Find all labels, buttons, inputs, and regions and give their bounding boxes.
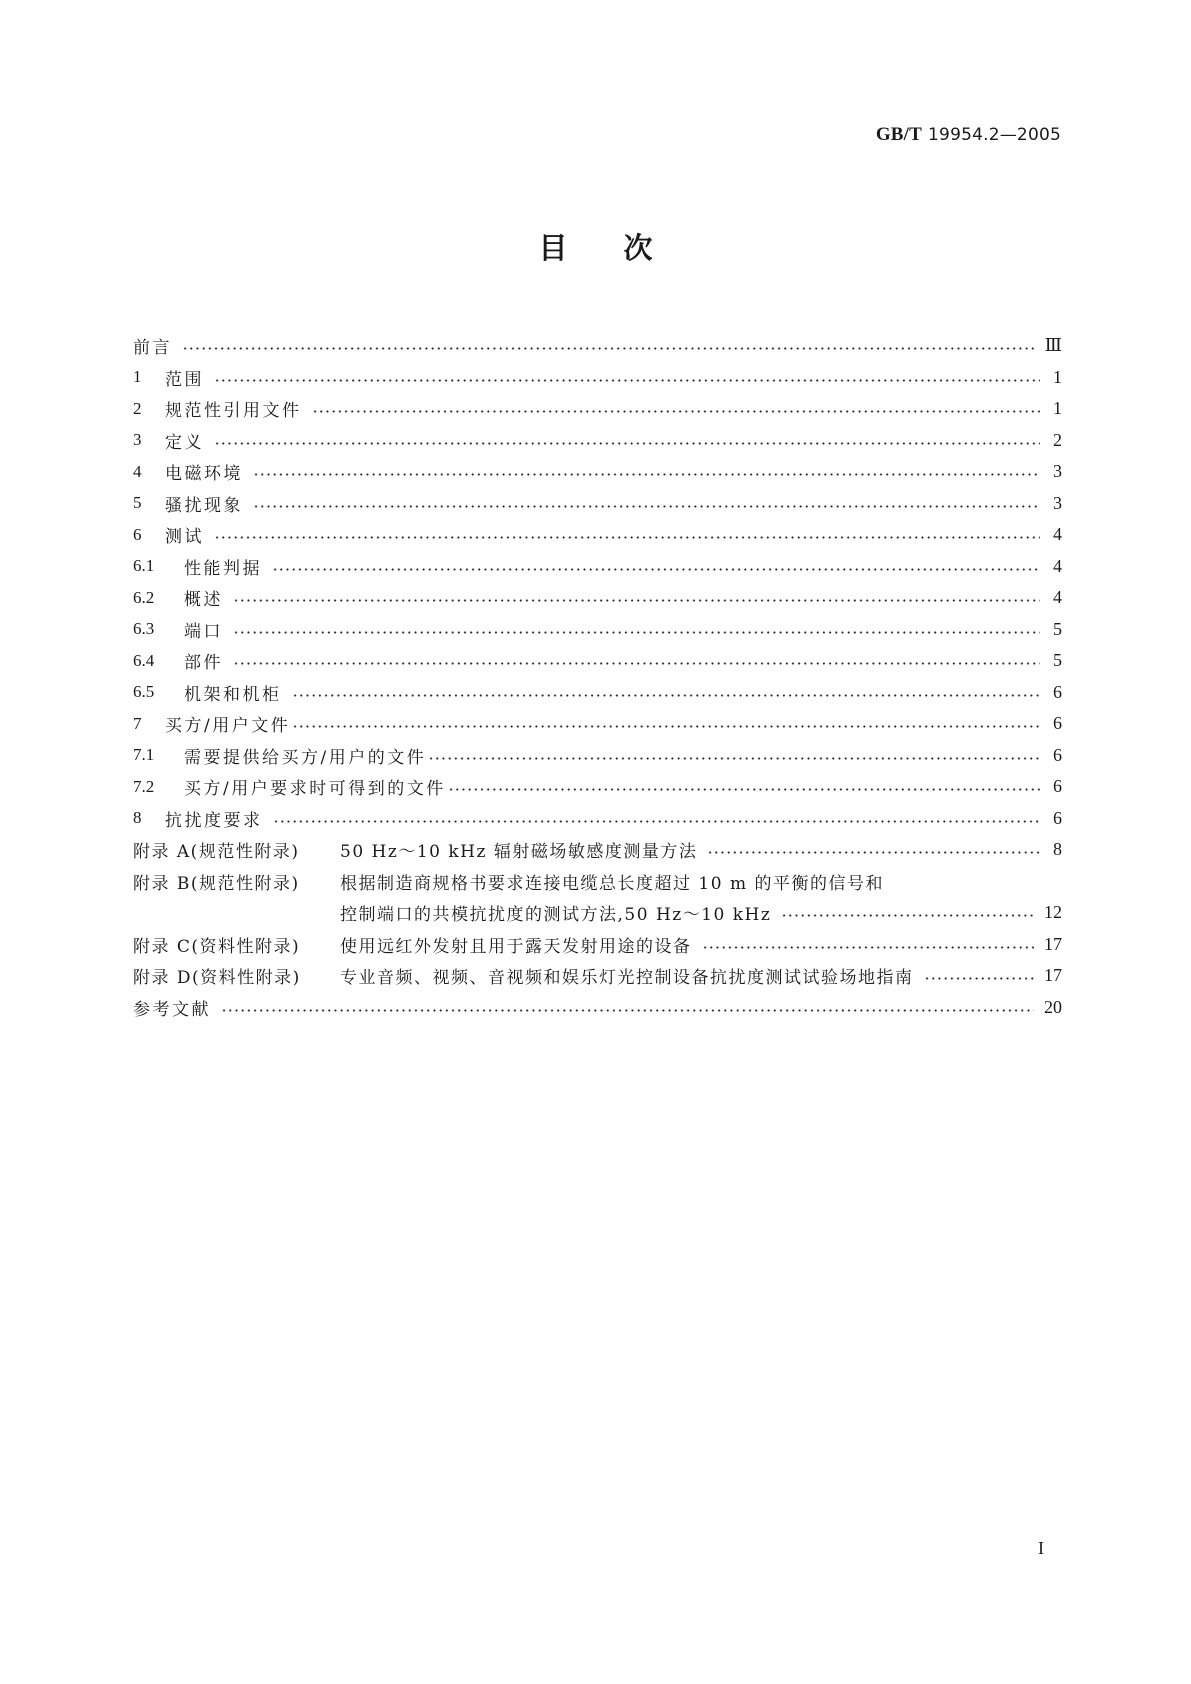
- dot-leader: [214, 526, 1040, 543]
- toc-page: 3: [1053, 461, 1062, 482]
- table-of-contents: [133, 330, 1062, 1023]
- toc-number: 8: [133, 808, 142, 828]
- appendix-title-continued: 控制端口的共模抗扰度的测试方法,50 Hz～10 kHz: [340, 905, 772, 926]
- toc-entry-7-1[interactable]: [133, 740, 1062, 772]
- appendix-title: 根据制造商规格书要求连接电缆总长度超过 10 m 的平衡的信号和: [340, 873, 884, 894]
- toc-entry-appendix-b-continued[interactable]: [133, 897, 1062, 929]
- toc-label: 骚扰现象: [165, 495, 243, 516]
- toc-page: 4: [1053, 524, 1062, 545]
- toc-number: 3: [133, 430, 142, 450]
- dot-leader: [707, 841, 1040, 858]
- toc-number: 2: [133, 398, 142, 418]
- toc-number: 6: [133, 524, 142, 544]
- appendix-title: 50 Hz～10 kHz 辐射磁场敏感度测量方法: [340, 842, 698, 863]
- toc-label: 抗扰度要求: [165, 810, 263, 831]
- appendix-prefix: 附录 B(规范性附录): [133, 873, 300, 894]
- appendix-prefix: 附录 C(资料性附录): [133, 936, 301, 957]
- dot-leader: [924, 967, 1035, 984]
- standard-number: [876, 124, 1061, 146]
- dot-leader: [781, 904, 1034, 921]
- toc-entry-6-3[interactable]: [133, 614, 1062, 646]
- toc-entry-appendix-b[interactable]: [133, 866, 1062, 898]
- dot-leader: [253, 463, 1040, 480]
- page-number: I: [1038, 1538, 1044, 1558]
- toc-number: 6.4: [133, 650, 155, 670]
- toc-number: 6.5: [133, 682, 155, 702]
- toc-page: 6: [1053, 681, 1062, 702]
- toc-page: 1: [1053, 398, 1062, 419]
- toc-entry-references[interactable]: [133, 992, 1062, 1024]
- toc-page: 4: [1053, 555, 1062, 576]
- toc-label: 端口: [184, 621, 223, 642]
- appendix-title: 专业音频、视频、音视频和娱乐灯光控制设备抗扰度测试试验场地指南: [340, 968, 914, 989]
- standard-code: 19954.2—2005: [928, 125, 1061, 145]
- dot-leader: [233, 589, 1040, 606]
- toc-label: 机架和机柜: [184, 684, 282, 705]
- toc-page: 6: [1053, 713, 1062, 734]
- dot-leader: [272, 558, 1040, 575]
- toc-entry-8[interactable]: [133, 803, 1062, 835]
- toc-number: 7.1: [133, 745, 155, 765]
- toc-page: 20: [1044, 996, 1062, 1017]
- toc-entry-foreword[interactable]: [133, 330, 1062, 362]
- toc-label: 买方/用户文件: [165, 716, 291, 737]
- toc-page: 8: [1053, 839, 1062, 860]
- toc-number: 6.2: [133, 587, 155, 607]
- toc-page: 2: [1053, 429, 1062, 450]
- toc-page: 5: [1053, 650, 1062, 671]
- toc-page: 17: [1044, 965, 1062, 986]
- appendix-prefix: 附录 D(资料性附录): [133, 968, 301, 989]
- toc-page: 6: [1053, 744, 1062, 765]
- toc-page: 17: [1044, 933, 1062, 954]
- toc-page: 1: [1053, 366, 1062, 387]
- toc-label: 定义: [165, 432, 204, 453]
- toc-entry-appendix-d[interactable]: [133, 960, 1062, 992]
- dot-leader: [273, 810, 1041, 827]
- toc-page: Ⅲ: [1044, 335, 1062, 356]
- toc-entry-6-5[interactable]: [133, 677, 1062, 709]
- toc-page: 5: [1053, 618, 1062, 639]
- appendix-prefix: 附录 A(规范性附录): [133, 842, 300, 863]
- toc-label: 需要提供给买方/用户的文件: [184, 747, 427, 768]
- toc-entry-appendix-a[interactable]: [133, 834, 1062, 866]
- toc-page: 12: [1044, 902, 1062, 923]
- toc-entry-6[interactable]: [133, 519, 1062, 551]
- toc-number: 1: [133, 367, 142, 387]
- toc-page: 6: [1053, 776, 1062, 797]
- toc-entry-6-1[interactable]: [133, 551, 1062, 583]
- toc-number: 6.1: [133, 556, 155, 576]
- toc-entry-7[interactable]: [133, 708, 1062, 740]
- dot-leader: [221, 999, 1034, 1016]
- dot-leader: [253, 495, 1040, 512]
- toc-label: 买方/用户要求时可得到的文件: [184, 779, 446, 800]
- toc-entry-7-2[interactable]: [133, 771, 1062, 803]
- toc-entry-1[interactable]: [133, 362, 1062, 394]
- dot-leader: [312, 400, 1041, 417]
- toc-number: 4: [133, 461, 142, 481]
- toc-page: 4: [1053, 587, 1062, 608]
- dot-leader: [428, 747, 1040, 764]
- toc-entry-5[interactable]: [133, 488, 1062, 520]
- toc-label: 规范性引用文件: [165, 401, 302, 422]
- toc-page: 6: [1053, 807, 1062, 828]
- dot-leader: [214, 432, 1040, 449]
- dot-leader: [233, 621, 1040, 638]
- dot-leader: [233, 652, 1040, 669]
- toc-label: 概述: [184, 590, 223, 611]
- dot-leader: [214, 369, 1040, 386]
- toc-label: 电磁环境: [165, 464, 243, 485]
- toc-label: 参考文献: [133, 999, 211, 1020]
- toc-number: 6.3: [133, 619, 155, 639]
- toc-number: 7.2: [133, 776, 155, 796]
- toc-label: 部件: [184, 653, 223, 674]
- toc-entry-6-4[interactable]: [133, 645, 1062, 677]
- toc-entry-6-2[interactable]: [133, 582, 1062, 614]
- toc-label: 范围: [165, 369, 204, 390]
- dot-leader: [292, 684, 1041, 701]
- toc-label: 性能判据: [184, 558, 262, 579]
- toc-entry-appendix-c[interactable]: [133, 929, 1062, 961]
- standard-prefix: GB/T: [875, 124, 923, 145]
- toc-number: 7: [133, 713, 142, 733]
- dot-leader: [702, 936, 1035, 953]
- dot-leader: [182, 337, 1035, 354]
- page-title: 目次: [538, 231, 709, 265]
- toc-number: 5: [133, 493, 142, 513]
- toc-entry-2[interactable]: [133, 393, 1062, 425]
- dot-leader: [292, 715, 1040, 732]
- toc-label: 测试: [165, 527, 204, 548]
- toc-label: 前言: [133, 338, 172, 359]
- dot-leader: [448, 778, 1040, 795]
- appendix-title: 使用远红外发射且用于露天发射用途的设备: [340, 936, 692, 957]
- toc-page: 3: [1053, 492, 1062, 513]
- toc-entry-3[interactable]: [133, 425, 1062, 457]
- toc-entry-4[interactable]: [133, 456, 1062, 488]
